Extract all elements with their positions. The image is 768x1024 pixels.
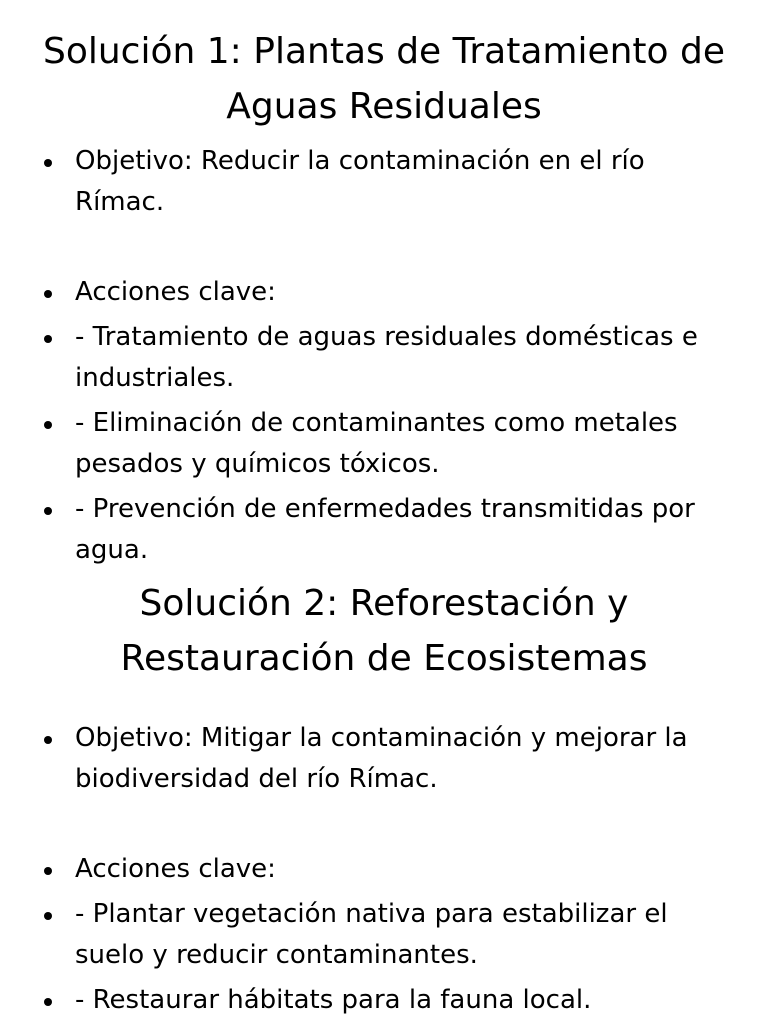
- bullet-item: [44, 980, 734, 1021]
- bullet-text: Objetivo: Reducir la contaminación en el río Rímac.: [75, 146, 645, 217]
- bullet-dot-icon: [44, 421, 52, 429]
- slide-2-title: Solución 2: Reforestación y Restauración de Ecosistemas: [120, 583, 648, 679]
- bullet-item: [44, 718, 734, 800]
- bullet-item: [44, 894, 734, 976]
- bullet-dot-icon: [44, 867, 52, 875]
- bullet-dot-icon: [44, 159, 52, 167]
- bullet-item: [44, 317, 734, 399]
- bullet-text: - Restaurar hábitats para la fauna local.: [75, 985, 592, 1015]
- bullet-item: [44, 272, 734, 313]
- bullet-text: - Tratamiento de aguas residuales domésticas e industriales.: [75, 322, 698, 393]
- bullet-dot-icon: [44, 912, 52, 920]
- bullet-dot-icon: [44, 335, 52, 343]
- slide-1-title: Solución 1: Plantas de Tratamiento de Aguas Residuales: [42, 31, 725, 127]
- slide-2: [0, 576, 768, 1024]
- slide-2-bullet-list: [44, 718, 734, 1024]
- bullet-text: Acciones clave:: [75, 854, 276, 884]
- bullet-dot-icon: [44, 736, 52, 744]
- bullet-text: - Prevención de enfermedades transmitidas por agua.: [75, 494, 695, 565]
- bullet-text: Objetivo: Mitigar la contaminación y mejorar la biodiversidad del río Rímac.: [75, 723, 688, 794]
- bullet-dot-icon: [44, 998, 52, 1006]
- bullet-dot-icon: [44, 290, 52, 298]
- bullet-item: [44, 489, 734, 571]
- bullet-text: - Plantar vegetación nativa para estabilizar el suelo y reducir contaminantes.: [75, 899, 668, 970]
- bullet-item: [44, 403, 734, 485]
- slide-1-bullet-list: [44, 141, 734, 575]
- bullet-text: - Eliminación de contaminantes como metales pesados y químicos tóxicos.: [75, 408, 678, 479]
- bullet-item: [44, 849, 734, 890]
- bullet-item: [44, 141, 734, 223]
- bullet-dot-icon: [44, 507, 52, 515]
- bullet-text: Acciones clave:: [75, 277, 276, 307]
